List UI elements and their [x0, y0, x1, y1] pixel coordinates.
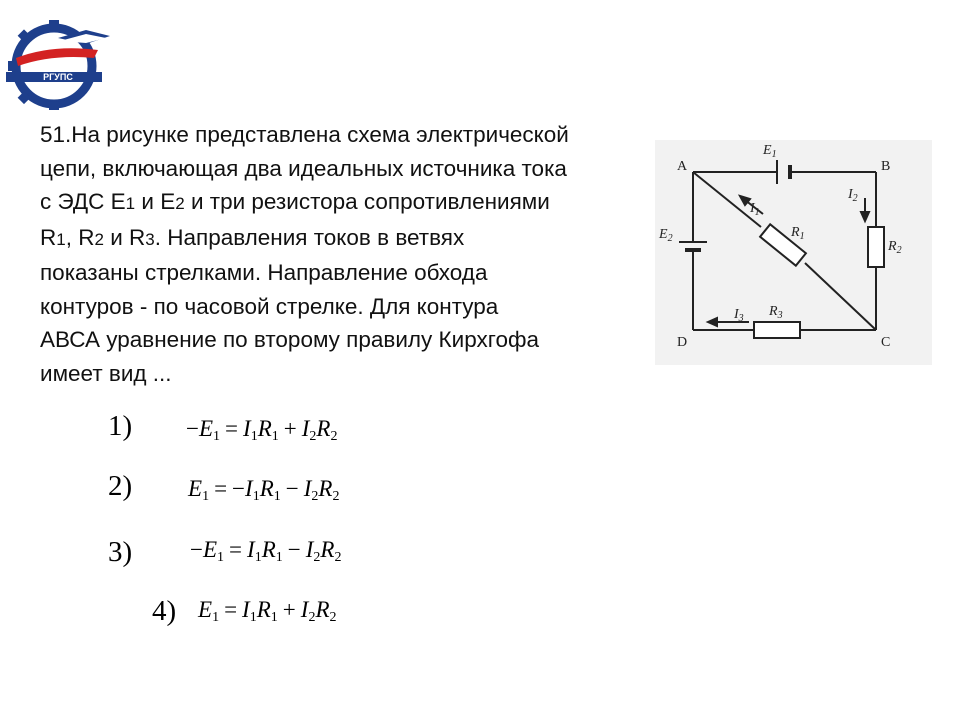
label-i3: $I_3$ [734, 307, 744, 324]
current-arrow-i2-head [861, 212, 869, 221]
problem-line: с ЭДС Е1 и Е2 и три резистора сопротивлениями [40, 189, 550, 214]
option-4-formula[interactable]: $E_1 = I_1R_1 + I_2R_2$ [198, 597, 337, 625]
label-e2: $E_2$ [659, 227, 673, 244]
option-1-formula[interactable]: $-E_1 = I_1R_1 + I_2R_2$ [186, 416, 338, 444]
node-label-d: D [677, 335, 688, 350]
problem-line: R1, R2 и R3. Направления токов в ветвях [40, 224, 465, 250]
problem-line: показаны стрелками. Направление обхода [40, 260, 488, 285]
node-label-a: A [677, 159, 688, 174]
option-2-number: 2) [108, 470, 133, 502]
resistor-r3 [754, 322, 800, 338]
option-3-number: 3) [108, 536, 133, 568]
node-label-c: C [881, 335, 891, 350]
option-2-formula[interactable]: $E_1 = -I_1R_1 - I_2R_2$ [188, 476, 340, 504]
problem-line: контуров - по часовой стрелке. Для контура [40, 293, 499, 319]
label-e1: $E_1$ [763, 143, 777, 160]
current-arrow-i3-head [708, 318, 717, 326]
resistor-r2 [868, 227, 884, 267]
problem-line: цепи, включающая два идеальных источника тока [40, 155, 567, 181]
label-r2: $R_2$ [888, 239, 902, 256]
option-4-number: 4) [152, 595, 177, 627]
option-3-formula[interactable]: $-E_1 = I_1R_1 - I_2R_2$ [190, 537, 342, 565]
problem-line: имеет вид ... [40, 360, 172, 386]
circuit-diagram [655, 140, 932, 365]
option-1-number: 1) [108, 410, 133, 442]
problem-statement [40, 118, 630, 390]
label-i2: $I_2$ [848, 187, 858, 204]
label-r3: $R_3$ [769, 304, 783, 321]
problem-line: АВСА уравнение по второму правилу Кирхгофа [40, 327, 539, 352]
university-logo [2, 14, 114, 110]
label-i1: $I_1$ [750, 201, 760, 218]
logo-text: РГУПС [43, 72, 73, 82]
node-label-b: B [881, 159, 891, 174]
label-r1: $R_1$ [791, 225, 805, 242]
problem-line: 51.На рисунке представлена схема электрической [40, 122, 569, 147]
